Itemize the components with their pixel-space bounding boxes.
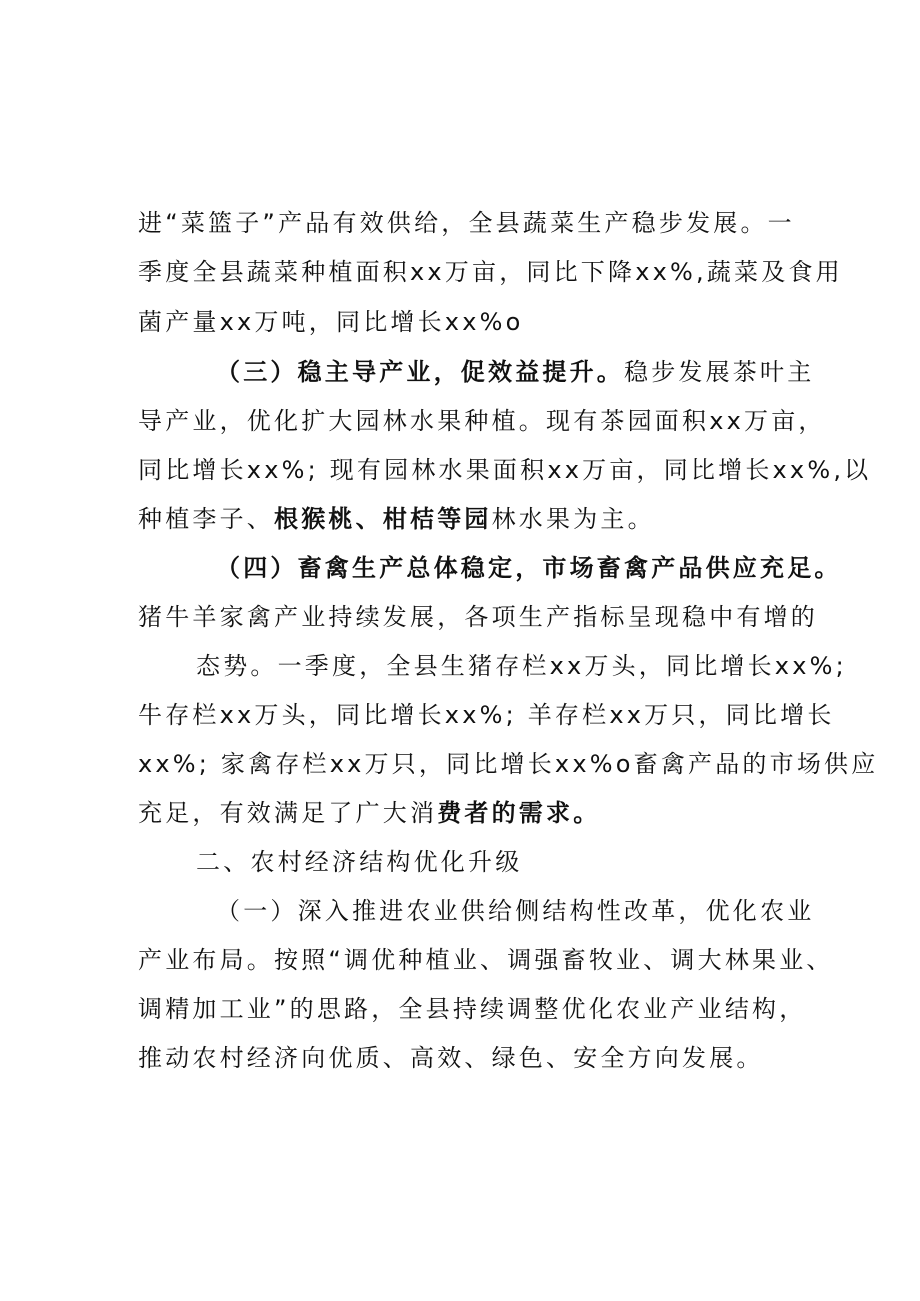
text-line-13: [138, 797, 600, 829]
text-segment: 猪牛羊家禽产业持续发展，各项生产指标呈现稳中有增的: [138, 603, 818, 631]
text-line-16: [138, 944, 834, 976]
text-line-2: [138, 256, 843, 288]
text-segment: 牛存栏xx万头，同比增长xx%; 羊存栏xx万只，同比增长: [138, 701, 835, 729]
text-line-18: [138, 1042, 764, 1074]
text-line-7: [138, 503, 655, 535]
text-segment: 种植李子、: [138, 505, 274, 533]
text-segment: 菌产量xx万吨，同比增长xx%o: [138, 308, 524, 336]
text-segment: （一）深入推进农业供给侧结构性改革，优化农业: [216, 897, 815, 925]
text-segment: 稳步发展茶叶主: [624, 358, 815, 386]
text-segment: 调精加工业”的思路，全县持续调整优化农业产业结构，: [138, 995, 807, 1023]
text-line-5: [138, 405, 826, 437]
text-segment: 充足，有效满足了广大消: [138, 799, 438, 827]
text-line-10: [196, 650, 847, 682]
text-segment: 态势。一季度，全县生猪存栏xx万头，同比增长xx%;: [196, 652, 847, 680]
text-segment: 产业布局。按照“调优种植业、调强畜牧业、调大林果业、: [138, 946, 834, 974]
text-segment: xx%; 家禽存栏xx万只，同比增长xx%o畜禽产品的市场供应: [138, 750, 879, 778]
text-line-11: [138, 699, 835, 731]
text-line-12: [138, 748, 878, 780]
bold-segment: 费者的需求。: [437, 799, 601, 827]
heading-text: （三）稳主导产业，促效益提升。: [216, 358, 624, 386]
text-line-1: [138, 207, 795, 239]
text-segment: 进“菜篮子”产品有效供给，全县蔬菜生产稳步发展。一: [138, 209, 795, 237]
text-segment: 同比增长xx%; 现有园林水果面积xx万亩，同比增长xx%,以: [138, 456, 872, 484]
heading-text: 二、农村经济结构优化升级: [196, 848, 523, 876]
text-line-15: [216, 895, 814, 927]
text-line-6: [138, 454, 871, 486]
text-segment: 林水果为主。: [491, 505, 655, 533]
text-segment: 推动农村经济向优质、高效、绿色、安全方向发展。: [138, 1044, 764, 1072]
text-line-3: [138, 306, 524, 338]
bold-segment: 根猴桃、柑桔等园: [274, 505, 492, 533]
text-segment: 季度全县蔬菜种植面积xx万亩，同比下降xx%,蔬菜及食用: [138, 258, 843, 286]
heading-text: （四）畜禽生产总体稳定，市场畜禽产品供应充足。: [216, 554, 842, 582]
section-heading-3: [216, 356, 814, 388]
text-line-9: [138, 601, 818, 633]
section-heading-4: [216, 552, 842, 584]
section-heading-2: [196, 846, 522, 878]
text-segment: 导产业，优化扩大园林水果种植。现有茶园面积xx万亩，: [138, 407, 826, 435]
text-line-17: [138, 993, 806, 1025]
